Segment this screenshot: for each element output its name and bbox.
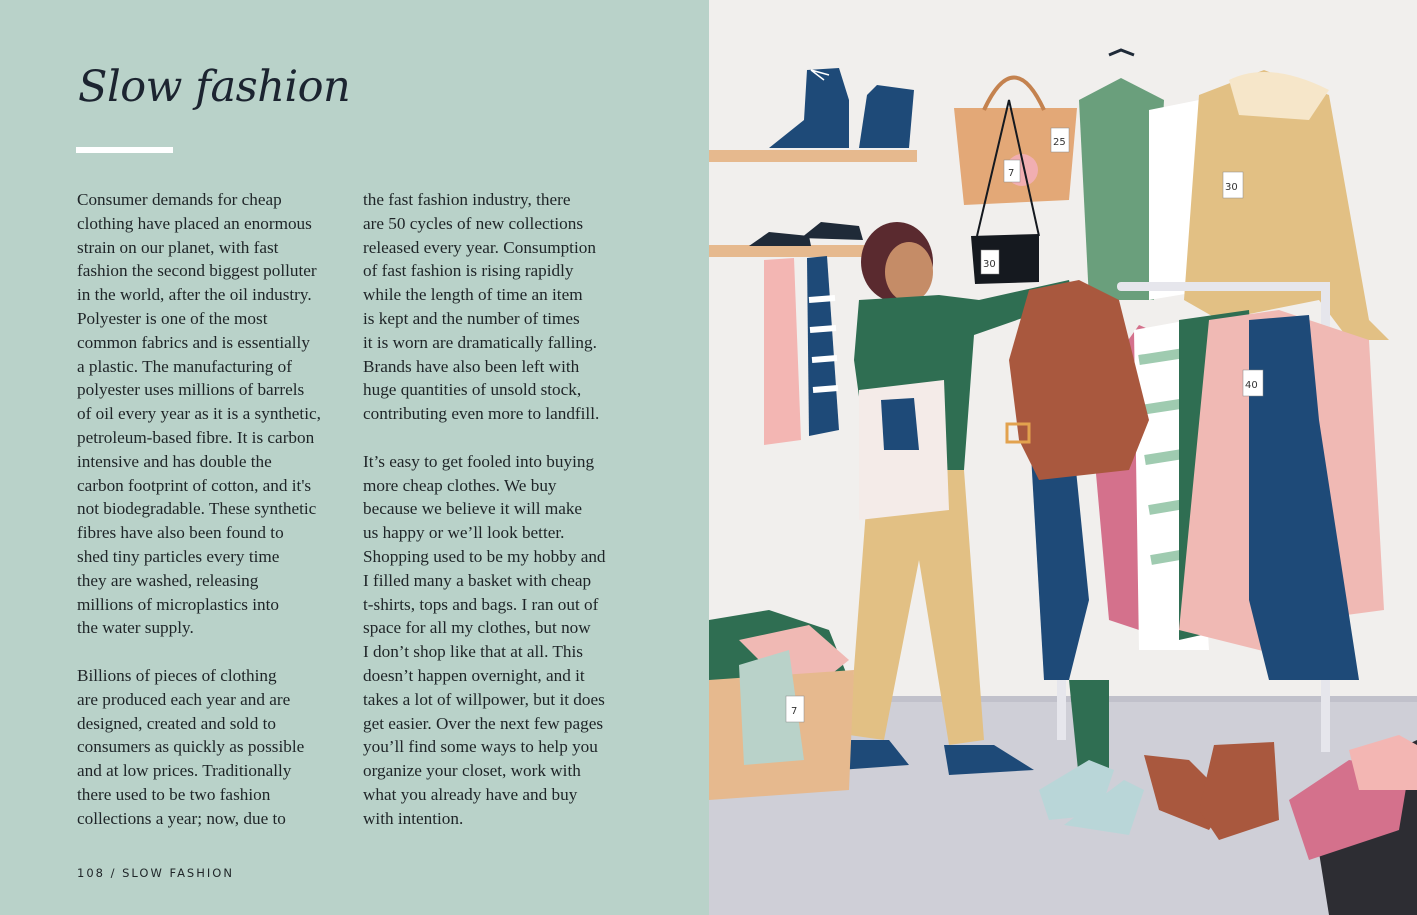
rust-jacket xyxy=(1007,280,1149,480)
text-line: get easier. Over the next few pages xyxy=(363,713,604,733)
price-tag-label: 30 xyxy=(983,259,996,270)
price-tag-1 xyxy=(1051,128,1069,152)
text-line: not biodegradable. These synthetic xyxy=(77,499,317,519)
text-line: polyester uses millions of barrels xyxy=(77,380,305,400)
text-line: Polyester is one of the most xyxy=(77,308,268,328)
page-footer: 108 / SLOW FASHION xyxy=(77,866,234,880)
text-line: what you already have and buy xyxy=(363,784,578,804)
text-line: common fabrics and is essentially xyxy=(77,332,310,352)
text-line: of fast fashion is rising rapidly xyxy=(363,261,574,281)
text-line: collections a year; now, due to xyxy=(77,808,286,828)
text-line: intensive and has double the xyxy=(77,451,272,471)
price-tag-2 xyxy=(1223,172,1243,198)
text-line: I don’t shop like that at all. This xyxy=(363,642,583,662)
text-line: t-shirts, tops and bags. I ran out of xyxy=(363,594,599,614)
text-line: Billions of pieces of clothing xyxy=(77,665,277,685)
price-tag-3 xyxy=(981,250,999,274)
lower-shelf xyxy=(709,245,869,257)
text-line: consumers as quickly as possible xyxy=(77,737,305,757)
text-line: shed tiny particles every time xyxy=(77,546,280,566)
price-tag-label: 7 xyxy=(791,706,798,717)
text-line: carbon footprint of cotton, and it's xyxy=(77,475,312,495)
text-line: released every year. Consumption xyxy=(363,237,596,257)
text-line: I filled many a basket with cheap xyxy=(363,570,592,590)
text-line: Consumer demands for cheap xyxy=(77,190,282,209)
paragraph-gap xyxy=(363,426,653,450)
text-line: are 50 cycles of new collections xyxy=(363,213,584,233)
text-line: is kept and the number of times xyxy=(363,308,580,328)
text-column-right xyxy=(363,188,653,831)
text-line: doesn’t happen overnight, and it xyxy=(363,665,585,685)
price-tag-4 xyxy=(1243,370,1263,396)
hanging-scarves xyxy=(764,256,839,445)
text-line: because we believe it will make xyxy=(363,499,583,519)
text-line: the fast fashion industry, there xyxy=(363,190,571,209)
shop-illustration xyxy=(709,0,1417,915)
text-line: takes a lot of willpower, but it does xyxy=(363,689,605,709)
title-underline xyxy=(76,147,173,153)
text-line: It’s easy to get fooled into buying xyxy=(363,451,595,471)
illustration-svg xyxy=(709,0,1417,915)
text-line: are produced each year and are xyxy=(77,689,291,709)
text-column-left xyxy=(77,188,367,831)
text-line: a plastic. The manufacturing of xyxy=(77,356,292,376)
text-line: clothing have placed an enormous xyxy=(77,213,312,233)
text-line: they are washed, releasing xyxy=(77,570,259,590)
text-line: while the length of time an item xyxy=(363,285,583,305)
price-tag-label: 7 xyxy=(1008,168,1015,179)
text-line: more cheap clothes. We buy xyxy=(363,475,557,495)
price-tag-6 xyxy=(1004,160,1020,182)
text-line: contributing even more to landfill. xyxy=(363,404,600,424)
page-title: Slow fashion xyxy=(78,62,351,112)
text-line: there used to be two fashion xyxy=(77,784,271,804)
price-tag-label: 25 xyxy=(1053,137,1066,148)
text-line: us happy or we’ll look better. xyxy=(363,523,565,543)
price-tag-label: 30 xyxy=(1225,182,1238,193)
text-line: of oil every year as it is a synthetic, xyxy=(77,404,321,424)
text-line: the water supply. xyxy=(77,618,194,638)
upper-shelf xyxy=(709,150,917,162)
text-line: Brands have also been left with xyxy=(363,356,580,376)
clothes-box xyxy=(709,610,854,800)
text-line: petroleum-based fibre. It is carbon xyxy=(77,427,315,447)
text-line: and at low prices. Traditionally xyxy=(77,761,292,781)
text-line: huge quantities of unsold stock, xyxy=(363,380,582,400)
price-tag-label: 40 xyxy=(1245,380,1258,391)
paragraph-gap xyxy=(77,640,367,664)
text-line: you’ll find some ways to help you xyxy=(363,737,598,757)
text-line: fashion the second biggest polluter xyxy=(77,261,317,281)
text-line: with intention. xyxy=(363,808,464,828)
text-line: in the world, after the oil industry. xyxy=(77,285,312,305)
black-shoes xyxy=(749,222,863,246)
text-line: it is worn are dramatically falling. xyxy=(363,332,597,352)
text-line: millions of microplastics into xyxy=(77,594,279,614)
price-tag-5 xyxy=(786,696,804,722)
text-line: strain on our planet, with fast xyxy=(77,237,279,257)
text-line: organize your closet, work with xyxy=(363,761,581,781)
text-line: designed, created and sold to xyxy=(77,713,277,733)
text-line: fibres have also been found to xyxy=(77,523,284,543)
blue-boots xyxy=(769,68,914,148)
text-line: Shopping used to be my hobby and xyxy=(363,546,606,566)
text-line: space for all my clothes, but now xyxy=(363,618,591,638)
